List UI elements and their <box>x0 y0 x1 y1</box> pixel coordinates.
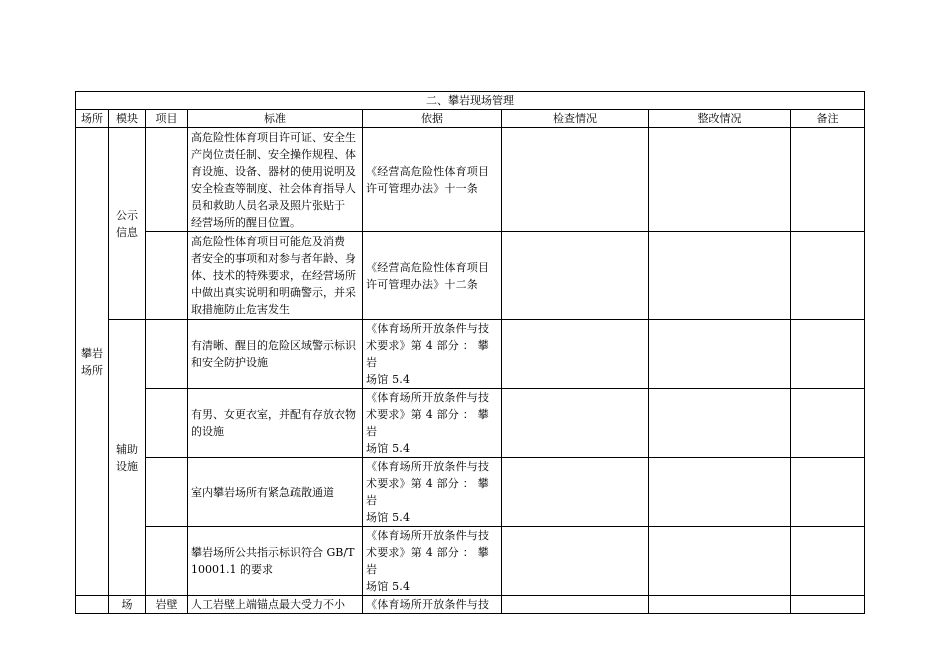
basis-cell: 《体育场所开放条件与技 术要求》第 4 部分 ： 攀岩 场馆 5.4 <box>363 320 502 389</box>
header-basis: 依据 <box>363 110 502 128</box>
header-rectification: 整改情况 <box>649 110 791 128</box>
basis-cell: 《体育场所开放条件与技 术要求》第 4 部分 ： 攀岩 场馆 5.4 <box>363 458 502 527</box>
inspection-cell <box>502 389 649 458</box>
table-row <box>76 389 865 458</box>
standard-cell: 有清晰、醒目的危险区域警示标识 和安全防护设施 <box>188 320 363 389</box>
basis-cell: 《体育场所开放条件与技 <box>363 596 502 614</box>
rectification-cell <box>649 458 791 527</box>
remarks-cell <box>791 320 865 389</box>
item-cell <box>146 458 188 527</box>
standard-cell: 高危险性体育项目许可证、安全生 产岗位责任制、安全操作规程、体 育设施、设备、器材的使用说明及 安全检查等制度、社会体育指导人 员和救助人员名录及照片张贴于 经营场所的醒目位置。 <box>188 128 363 232</box>
standard-cell: 有男、女更衣室，并配有存放衣物 的设施 <box>188 389 363 458</box>
item-cell <box>146 128 188 232</box>
rectification-cell <box>649 128 791 232</box>
header-inspection: 检查情况 <box>502 110 649 128</box>
standard-cell: 高危险性体育项目可能危及消费 者安全的事项和对参与者年龄、身 体、技术的特殊要求，在经营场所 中做出真实说明和明确警示，并采 取措施防止危害发生 <box>188 232 363 320</box>
basis-cell: 《经营高危险性体育项目 许可管理办法》十二条 <box>363 232 502 320</box>
place-cell <box>76 596 109 614</box>
standard-cell: 人工岩壁上端锚点最大受力不小 <box>188 596 363 614</box>
rectification-cell <box>649 320 791 389</box>
inspection-cell <box>502 320 649 389</box>
place-cell: 攀岩 场所 <box>76 128 109 596</box>
item-cell <box>146 527 188 596</box>
item-cell <box>146 232 188 320</box>
remarks-cell <box>791 458 865 527</box>
remarks-cell <box>791 232 865 320</box>
table-row <box>76 128 865 232</box>
item-cell <box>146 389 188 458</box>
inspection-cell <box>502 458 649 527</box>
rectification-cell <box>649 596 791 614</box>
remarks-cell <box>791 596 865 614</box>
inspection-cell <box>502 596 649 614</box>
header-row <box>76 110 865 128</box>
rectification-cell <box>649 527 791 596</box>
remarks-cell <box>791 527 865 596</box>
inspection-cell <box>502 128 649 232</box>
table-row <box>76 458 865 527</box>
module-cell: 场 <box>109 596 146 614</box>
inspection-table <box>75 91 865 614</box>
basis-cell: 《体育场所开放条件与技 术要求》第 4 部分 ： 攀岩 场馆 5.4 <box>363 527 502 596</box>
remarks-cell <box>791 389 865 458</box>
header-remarks: 备注 <box>791 110 865 128</box>
item-cell: 岩壁 <box>146 596 188 614</box>
rectification-cell <box>649 232 791 320</box>
standard-cell: 室内攀岩场所有紧急疏散通道 <box>188 458 363 527</box>
header-place: 场所 <box>76 110 109 128</box>
module-public-info: 公示 信息 <box>109 128 146 320</box>
header-module: 模块 <box>109 110 146 128</box>
item-cell <box>146 320 188 389</box>
table-row <box>76 527 865 596</box>
inspection-cell <box>502 232 649 320</box>
basis-cell: 《经营高危险性体育项目 许可管理办法》十一条 <box>363 128 502 232</box>
remarks-cell <box>791 128 865 232</box>
basis-cell: 《体育场所开放条件与技 术要求》第 4 部分 ： 攀岩 场馆 5.4 <box>363 389 502 458</box>
rectification-cell <box>649 389 791 458</box>
section-title: 二、攀岩现场管理 <box>76 92 865 110</box>
header-item: 项目 <box>146 110 188 128</box>
table-row <box>76 596 865 614</box>
table-row <box>76 232 865 320</box>
standard-cell: 攀岩场所公共指示标识符合 GB/T 10001.1 的要求 <box>188 527 363 596</box>
inspection-cell <box>502 527 649 596</box>
table-row <box>76 320 865 389</box>
header-standard: 标准 <box>188 110 363 128</box>
module-aux: 辅助 设施 <box>109 320 146 596</box>
